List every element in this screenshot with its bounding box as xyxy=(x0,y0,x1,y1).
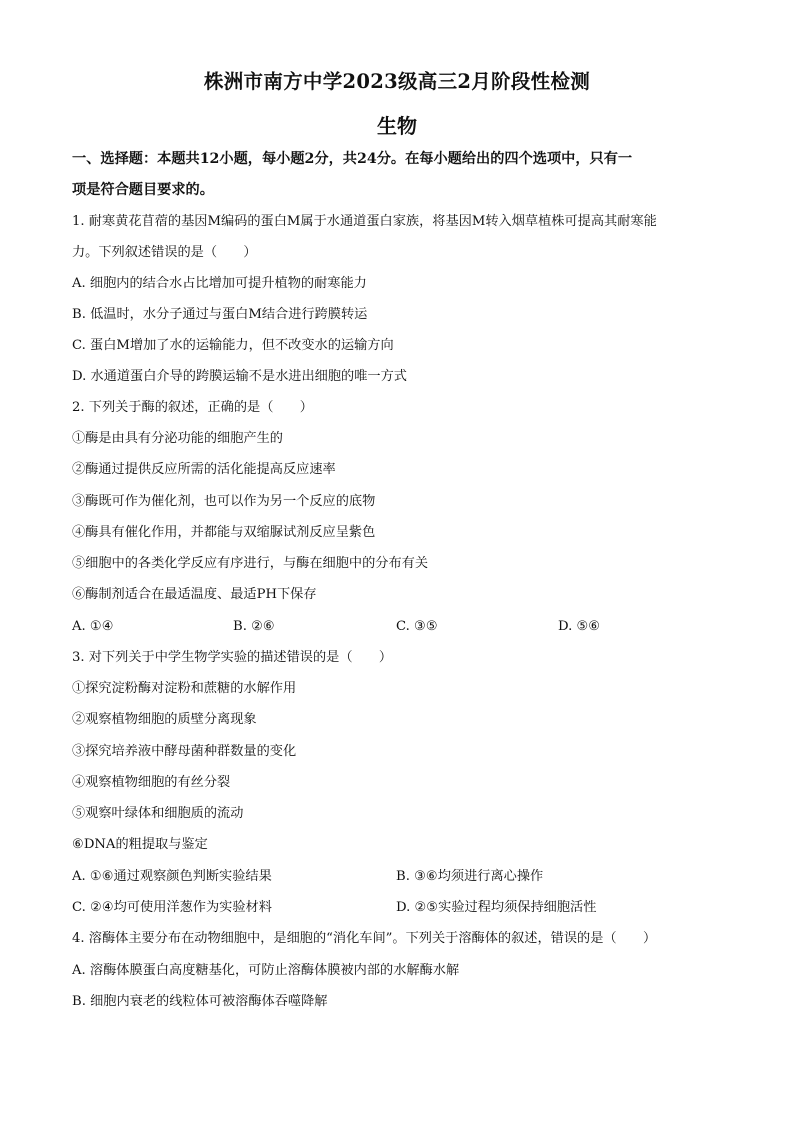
q3-item-5: ⑤观察叶绿体和细胞质的流动 xyxy=(72,806,244,821)
q4-option-a: A. 溶酶体膜蛋白高度糖基化，可防止溶酶体膜被内部的水解酶水解 xyxy=(72,963,460,978)
q1-stem-line1: 1. 耐寒黄花苜蓿的基因M编码的蛋白M属于水通道蛋白家族，将基因M转入烟草植株可提高其耐寒能 xyxy=(72,214,657,229)
q4-stem: 4. 溶酶体主要分布在动物细胞中，是细胞的“消化车间”。下列关于溶酶体的叙述，错误的是（ ） xyxy=(72,931,657,946)
q2-item-4: ④酶具有催化作用，并都能与双缩脲试剂反应呈紫色 xyxy=(72,525,376,540)
q1-option-b: B. 低温时，水分子通过与蛋白M结合进行跨膜转运 xyxy=(72,307,368,322)
q2-item-5: ⑤细胞中的各类化学反应有序进行，与酶在细胞中的分布有关 xyxy=(72,556,429,571)
q3-option-a: A. ①⑥通过观察颜色判断实验结果 xyxy=(72,869,272,884)
q1-option-d: D. 水通道蛋白介导的跨膜运输不是水进出细胞的唯一方式 xyxy=(72,369,407,384)
q3-item-3: ③探究培养液中酵母菌种群数量的变化 xyxy=(72,744,297,759)
q2-option-d: D. ⑤⑥ xyxy=(558,619,601,634)
q2-item-3: ③酶既可作为催化剂，也可以作为另一个反应的底物 xyxy=(72,494,376,509)
q2-option-a: A. ①④ xyxy=(72,619,114,634)
q3-option-d: D. ②⑤实验过程均须保持细胞活性 xyxy=(396,900,597,915)
q2-item-2: ②酶通过提供反应所需的活化能提高反应速率 xyxy=(72,462,336,477)
q3-stem: 3. 对下列关于中学生物学实验的描述错误的是（ ） xyxy=(72,650,393,665)
q3-item-6: ⑥DNA的粗提取与鉴定 xyxy=(72,837,208,852)
q1-option-a: A. 细胞内的结合水占比增加可提升植物的耐寒能力 xyxy=(72,276,367,291)
q2-stem: 2. 下列关于酶的叙述，正确的是（ ） xyxy=(72,400,313,415)
q2-item-6: ⑥酶制剂适合在最适温度、最适PH下保存 xyxy=(72,587,317,602)
exam-subject: 生物 xyxy=(377,114,417,138)
q3-item-1: ①探究淀粉酶对淀粉和蔗糖的水解作用 xyxy=(72,681,297,696)
q3-item-4: ④观察植物细胞的有丝分裂 xyxy=(72,775,231,790)
section-heading-line2: 项是符合题目要求的。 xyxy=(72,182,214,198)
q1-option-c: C. 蛋白M增加了水的运输能力，但不改变水的运输方向 xyxy=(72,338,394,353)
q2-option-c: C. ③⑤ xyxy=(396,619,438,634)
q2-item-1: ①酶是由具有分泌功能的细胞产生的 xyxy=(72,431,283,446)
exam-title: 株洲市南方中学2023级高三2月阶段性检测 xyxy=(203,70,591,93)
q1-stem-line2: 力。下列叙述错误的是（ ） xyxy=(72,245,257,260)
q3-option-b: B. ③⑥均须进行离心操作 xyxy=(396,869,544,884)
q3-item-2: ②观察植物细胞的质壁分离现象 xyxy=(72,712,257,727)
section-heading-line1: 一、选择题：本题共12小题，每小题2分，共24分。在每小题给出的四个选项中，只有一 xyxy=(72,151,633,167)
q4-option-b: B. 细胞内衰老的线粒体可被溶酶体吞噬降解 xyxy=(72,994,328,1009)
q2-option-b: B. ②⑥ xyxy=(233,619,275,634)
q3-option-c: C. ②④均可使用洋葱作为实验材料 xyxy=(72,900,272,915)
